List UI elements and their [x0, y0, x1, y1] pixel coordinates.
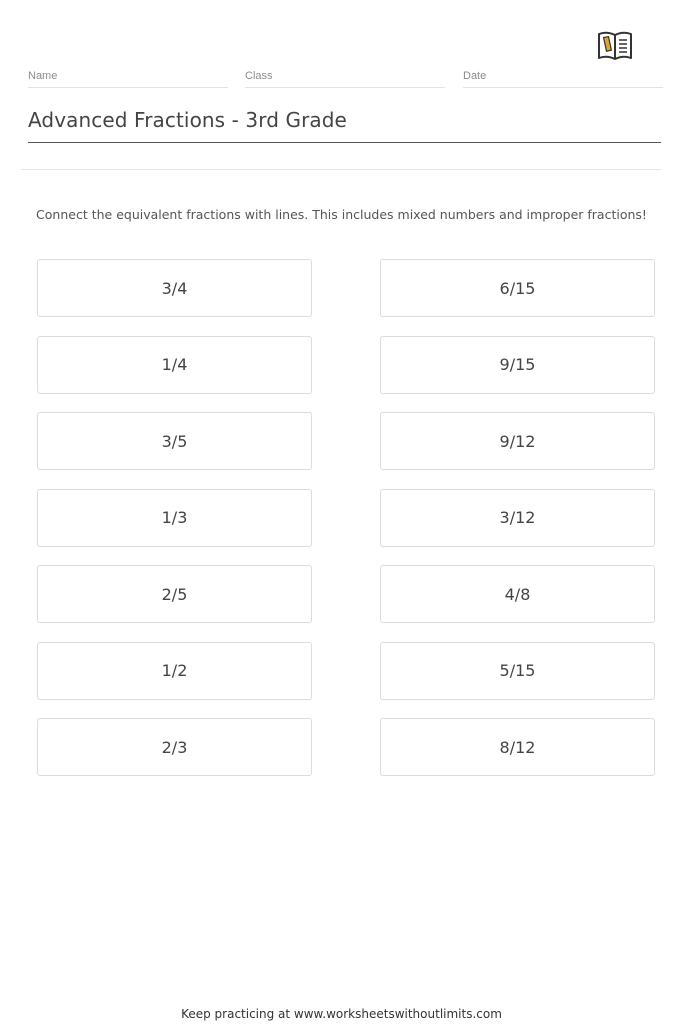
class-field[interactable]	[245, 66, 445, 88]
fraction-box[interactable]: 6/15	[380, 259, 655, 317]
fraction-box[interactable]: 1/3	[37, 489, 312, 547]
date-label: Date	[463, 70, 487, 82]
divider	[21, 169, 661, 170]
fraction-box[interactable]: 2/5	[37, 565, 312, 623]
date-field[interactable]	[463, 66, 663, 88]
fraction-box[interactable]: 9/12	[380, 412, 655, 470]
right-fraction-column	[380, 259, 655, 795]
fraction-box[interactable]: 8/12	[380, 718, 655, 776]
name-label: Name	[28, 70, 58, 82]
left-fraction-column	[37, 259, 312, 795]
fraction-box[interactable]: 2/3	[37, 718, 312, 776]
instructions-text: Connect the equivalent fractions with lines. This includes mixed numbers and improper fractions!	[36, 207, 647, 222]
name-field[interactable]	[28, 66, 228, 88]
worksheet-title: Advanced Fractions - 3rd Grade	[28, 108, 661, 143]
fraction-box[interactable]: 3/5	[37, 412, 312, 470]
fraction-box[interactable]: 9/15	[380, 336, 655, 394]
fraction-box[interactable]: 4/8	[380, 565, 655, 623]
fraction-box[interactable]: 3/4	[37, 259, 312, 317]
fraction-box[interactable]: 1/4	[37, 336, 312, 394]
footer-text: Keep practicing at www.worksheetswithoutlimits.com	[181, 1007, 502, 1021]
fraction-box[interactable]: 5/15	[380, 642, 655, 700]
fraction-box[interactable]: 3/12	[380, 489, 655, 547]
fraction-box[interactable]: 1/2	[37, 642, 312, 700]
open-book-pencil-icon	[597, 30, 633, 62]
class-label: Class	[245, 70, 273, 82]
